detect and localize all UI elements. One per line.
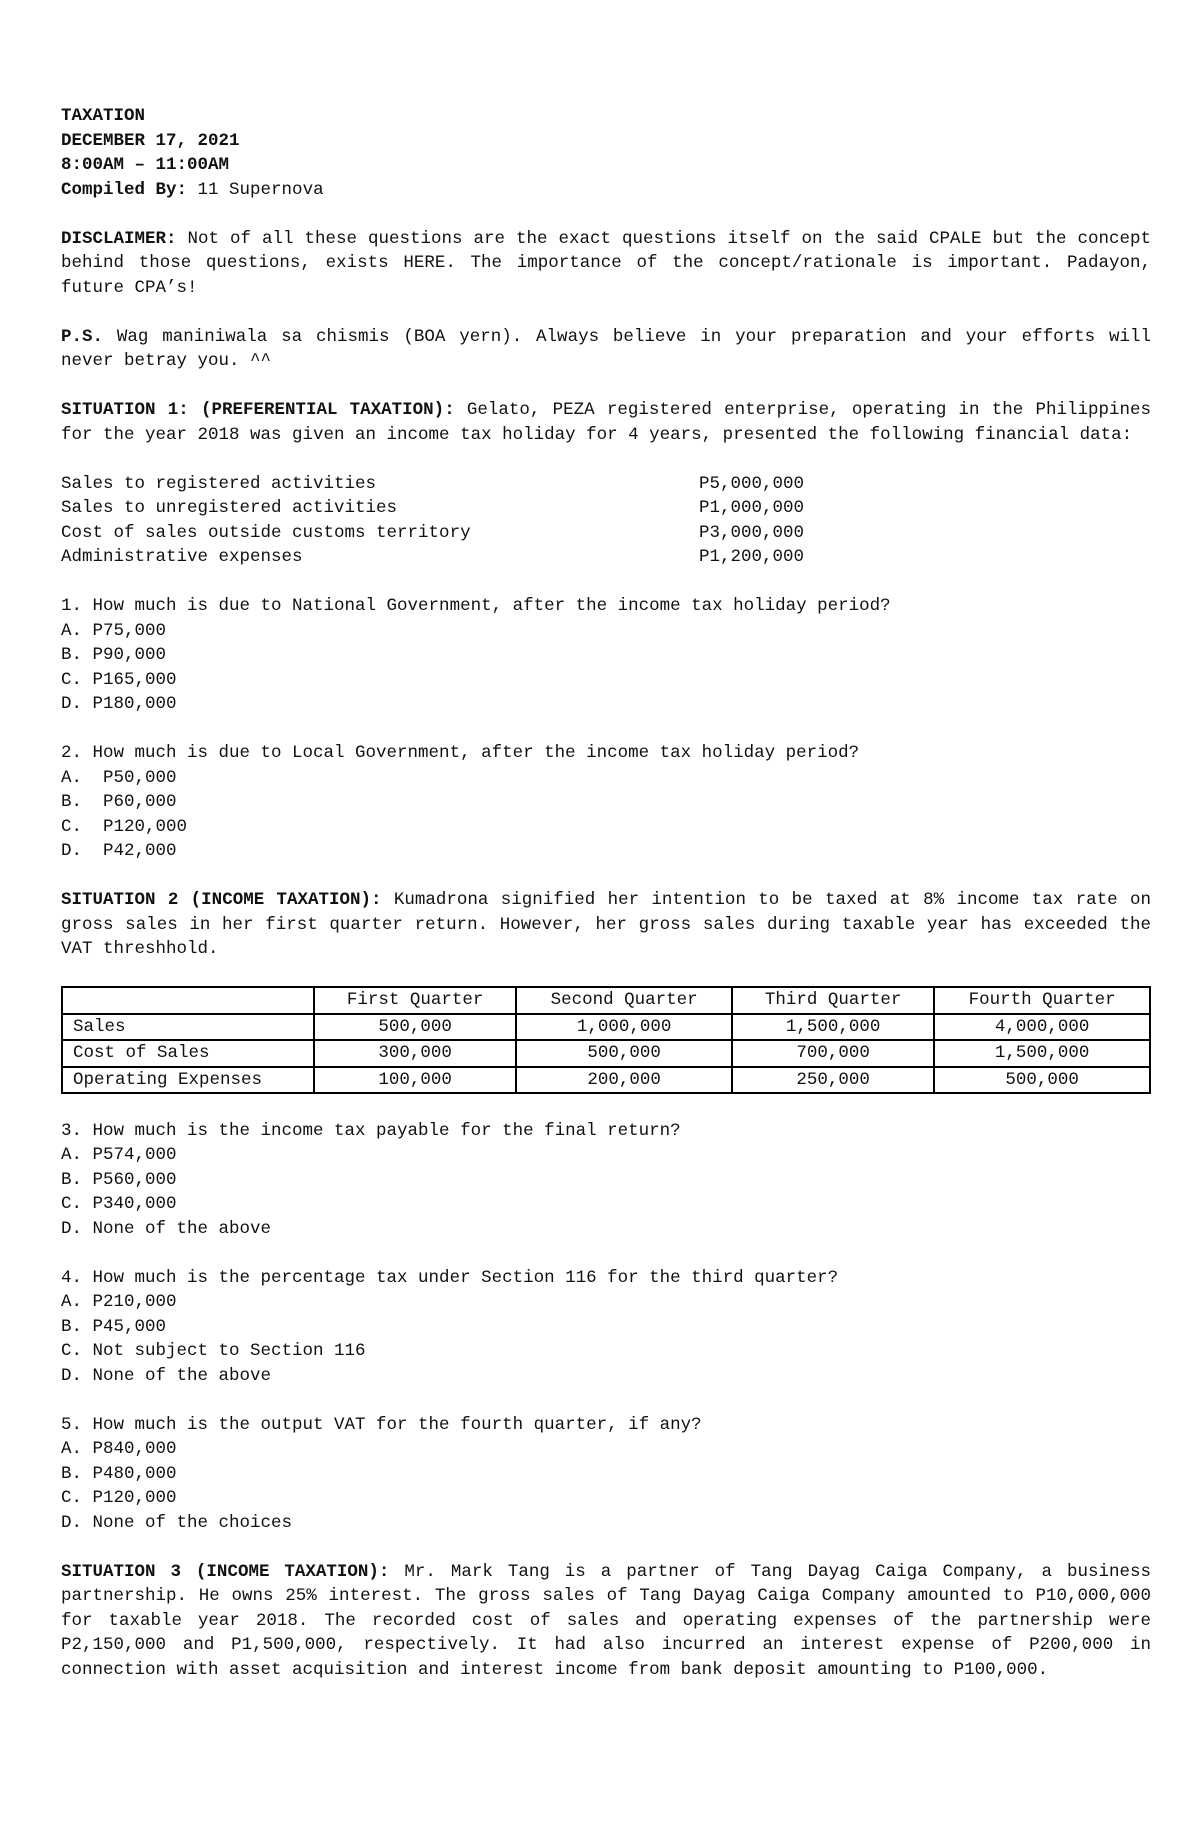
financial-data-list bbox=[61, 472, 1151, 570]
answer-option-a: A. P210,000 bbox=[61, 1292, 177, 1312]
financial-row bbox=[61, 472, 1151, 497]
situation2-text: Kumadrona signified her intention to be taxed at 8% income tax rate on gross sales in her first quarter return. However, her gross sales during taxable year has exceeded the VAT threshhold. bbox=[61, 890, 1151, 959]
situation3-label: SITUATION 3 (INCOME TAXATION): bbox=[61, 1561, 390, 1582]
question-1 bbox=[61, 594, 1151, 717]
financial-label: Sales to unregistered activities bbox=[61, 498, 398, 518]
table-cell: 500,000 bbox=[314, 1014, 516, 1041]
answer-option-c: C. P340,000 bbox=[61, 1194, 177, 1214]
table-row-label: Sales bbox=[62, 1014, 314, 1041]
answer-option-b: B. P480,000 bbox=[61, 1463, 177, 1484]
answer-option-d: D. None of the above bbox=[61, 1218, 272, 1239]
quarterly-table bbox=[61, 986, 1151, 1094]
table-cell: 1,000,000 bbox=[516, 1014, 732, 1041]
financial-amount: P1,000,000 bbox=[699, 498, 805, 518]
compiled-label: Compiled By: bbox=[61, 179, 188, 200]
table-header-row bbox=[62, 987, 1150, 1014]
ps-label: P.S. bbox=[61, 326, 104, 347]
table-header-cell bbox=[62, 987, 314, 1014]
header-time: 8:00AM – 11:00AM bbox=[61, 155, 230, 175]
financial-amount: P3,000,000 bbox=[699, 522, 805, 543]
situation2-label: SITUATION 2 (INCOME TAXATION): bbox=[61, 890, 382, 910]
table-row bbox=[62, 1040, 1150, 1067]
answer-option-b: B. P60,000 bbox=[61, 792, 177, 812]
answer-option-d: D. None of the above bbox=[61, 1365, 272, 1386]
document-page bbox=[61, 104, 1151, 1682]
ps-paragraph bbox=[61, 325, 1151, 374]
answer-option-a: A. P840,000 bbox=[61, 1439, 177, 1459]
table-header-cell: Second Quarter bbox=[516, 987, 732, 1014]
answer-option-b: B. P560,000 bbox=[61, 1169, 177, 1190]
answer-option-a: A. P574,000 bbox=[61, 1145, 177, 1165]
answer-option-b: B. P45,000 bbox=[61, 1316, 167, 1337]
situation3-paragraph bbox=[61, 1560, 1151, 1683]
financial-label: Sales to registered activities bbox=[61, 473, 377, 494]
table-cell: 250,000 bbox=[732, 1067, 934, 1094]
question-text: 5. How much is the output VAT for the fourth quarter, if any? bbox=[61, 1414, 702, 1435]
situation1-label: SITUATION 1: (PREFERENTIAL TAXATION): bbox=[61, 400, 455, 420]
disclaimer-label: DISCLAIMER: bbox=[61, 228, 177, 249]
answer-option-c: C. Not subject to Section 116 bbox=[61, 1341, 366, 1361]
answer-option-c: C. P120,000 bbox=[61, 816, 188, 837]
question-2 bbox=[61, 741, 1151, 864]
question-4 bbox=[61, 1266, 1151, 1389]
financial-row bbox=[61, 496, 1151, 521]
compiled-value: 11 Supernova bbox=[197, 179, 324, 200]
disclaimer-paragraph bbox=[61, 227, 1151, 301]
question-text: 3. How much is the income tax payable for the final return? bbox=[61, 1120, 681, 1141]
table-header-cell: Third Quarter bbox=[732, 987, 934, 1014]
table-row bbox=[62, 1067, 1150, 1094]
table-row bbox=[62, 1014, 1150, 1041]
disclaimer-text: Not of all these questions are the exact questions itself on the said CPALE but the concept behind those questions, exists HERE. The importance of the concept/rationale is important. Padayon, future CPA’s! bbox=[61, 228, 1151, 298]
situation3-text: Mr. Mark Tang is a partner of Tang Dayag Caiga Company, a business partnership. He owns 25% interest. The gross sales of Tang Dayag Caiga Company amounted to P10,000,000 for taxable year 2018. The recorded cost of sales and operating expenses of the partnership were P2,150,000 and P1,500,000, respectively. It had also incurred an interest expense of P200,000 in connection with asset acquisition and interest income from bank deposit amounting to P100,000. bbox=[61, 1561, 1151, 1680]
header-block bbox=[61, 104, 1151, 202]
table-cell: 4,000,000 bbox=[934, 1014, 1150, 1041]
table-cell: 300,000 bbox=[314, 1040, 516, 1067]
table-cell: 100,000 bbox=[314, 1067, 516, 1094]
table-cell: 1,500,000 bbox=[732, 1014, 934, 1041]
answer-option-d: D. P180,000 bbox=[61, 694, 177, 714]
table-row-label: Cost of Sales bbox=[62, 1040, 314, 1067]
financial-label: Cost of sales outside customs territory bbox=[61, 522, 471, 543]
question-5 bbox=[61, 1413, 1151, 1536]
question-text: 2. How much is due to Local Government, after the income tax holiday period? bbox=[61, 743, 860, 763]
question-text: 1. How much is due to National Government, after the income tax holiday period? bbox=[61, 596, 891, 616]
table-cell: 1,500,000 bbox=[934, 1040, 1150, 1067]
header-title: TAXATION bbox=[61, 106, 146, 126]
financial-amount: P1,200,000 bbox=[699, 547, 805, 567]
table-cell: 500,000 bbox=[516, 1040, 732, 1067]
situation2-paragraph bbox=[61, 888, 1151, 962]
table-cell: 200,000 bbox=[516, 1067, 732, 1094]
answer-option-c: C. P165,000 bbox=[61, 669, 177, 690]
financial-amount: P5,000,000 bbox=[699, 473, 805, 494]
table-cell: 700,000 bbox=[732, 1040, 934, 1067]
answer-option-d: D. P42,000 bbox=[61, 841, 177, 861]
situation1-paragraph bbox=[61, 398, 1151, 447]
ps-text: Wag maniniwala sa chismis (BOA yern). Always believe in your preparation and your efforts will never betray you. ^^ bbox=[61, 326, 1151, 371]
header-compiled bbox=[61, 178, 1151, 203]
financial-row bbox=[61, 521, 1151, 546]
table-header-cell: First Quarter bbox=[314, 987, 516, 1014]
table-row-label: Operating Expenses bbox=[62, 1067, 314, 1094]
header-date: DECEMBER 17, 2021 bbox=[61, 130, 240, 151]
answer-option-d: D. None of the choices bbox=[61, 1512, 293, 1533]
answer-option-b: B. P90,000 bbox=[61, 645, 167, 665]
answer-option-a: A. P50,000 bbox=[61, 767, 177, 788]
answer-option-a: A. P75,000 bbox=[61, 620, 167, 641]
financial-label: Administrative expenses bbox=[61, 547, 303, 567]
question-text: 4. How much is the percentage tax under Section 116 for the third quarter? bbox=[61, 1267, 839, 1288]
answer-option-c: C. P120,000 bbox=[61, 1488, 177, 1508]
table-header-cell: Fourth Quarter bbox=[934, 987, 1150, 1014]
situation1-text: Gelato, PEZA registered enterprise, operating in the Philippines for the year 2018 was given an income tax holiday for 4 years, presented the following financial data: bbox=[61, 400, 1151, 445]
question-3 bbox=[61, 1119, 1151, 1242]
table-cell: 500,000 bbox=[934, 1067, 1150, 1094]
financial-row bbox=[61, 545, 1151, 570]
